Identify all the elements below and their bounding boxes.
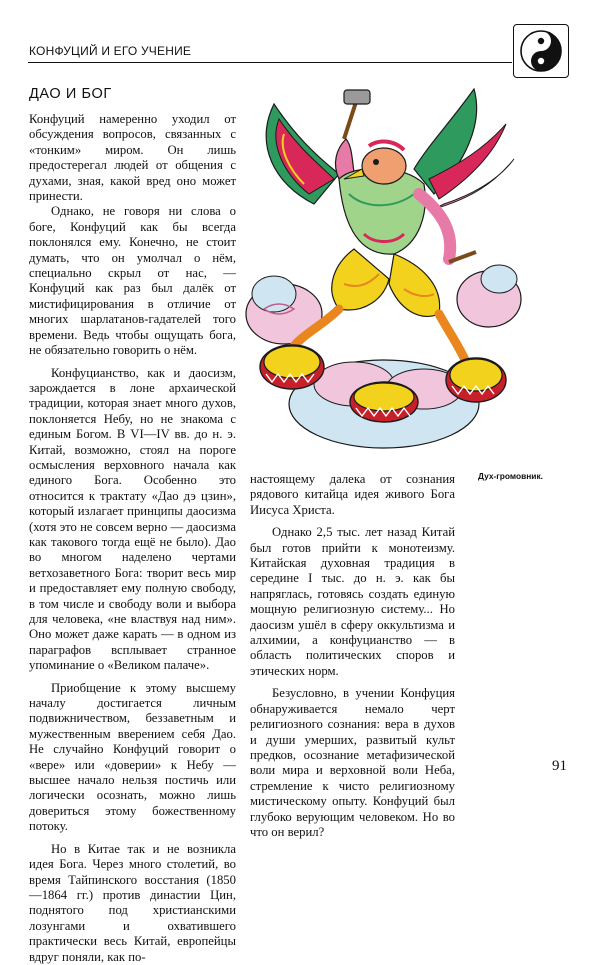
page-number: 91 [552,758,567,774]
paragraph: Конфуцианство, как и даосизм, зарождается в лоне архаической традиции, которая знает много духов, поклоняется Небу, но не знакома с единым Богом. В VI—IV вв. до н. э. Китай, возможно, стоял на пороге осмысления верховного начала как единого Бога. Особенно это относится к трактату «Дао дэ цзин», который излагает принципы даосизма (хотя это не совсем верно — даосизма как такового тогда ещё не было). Дао во многом наделено чертами ветхозаветного Бога: творит весь мир и предоставляет ему полную свободу, в том числе и свободу воли и выбора для человека, «не властвуя над ним». Оно может даже карать — в одном из параграфов всплывает странное упоминание о «Великом палаче». [29,365,236,673]
thunder-spirit-drawing [244,84,522,460]
paragraph: Безусловно, в учении Конфуция обнаруживается немало черт религиозного сознания: вера в духов и души умерших, развитый культ предков, осознание метафизической воли мира и верховной воли Неба, стремление к чисто религиозному мистическому опыту. Конфуций был глубоко верующим человеком. Но во что он верил? [250,686,455,839]
drum-right [446,358,506,402]
text-column-right [250,472,455,840]
hammer-icon [344,90,370,139]
paragraph: Приобщение к этому высшему началу достигается личным подвижничеством, беззаветным и мужественным вверением себя Дао. Не случайно Конфуций говорит о «вере» или «доверии» к Небу — высшее начало нельзя постичь или логически осознать, можно лишь довериться этому божественному потоку. [29,680,236,834]
text-column-left [29,112,236,965]
thunder-spirit-illustration [244,84,522,460]
figure-trousers [332,249,440,316]
paragraph: Однако 2,5 тыс. лет назад Китай был готов прийти к монотеизму. Китайская духовная традиция в середине I тыс. до н. э. как бы напряглась, готовясь создать единую мощную религиозную систему... Но даосизм ушёл в сферу оккультизма и алхимии, а конфуцианство — в область политических споров и этических норм. [250,525,455,678]
drum-center [350,382,418,422]
cloud-right [457,265,521,327]
paragraph: настоящему далека от сознания рядового китайца идея живого Бога Иисуса Христа. [250,472,455,517]
yin-yang-icon [519,29,563,73]
figure-caption: Дух-громовник. [478,471,543,481]
paragraph: Но в Китае так и не возникла идея Бога. Через много столетий, во время Тайпинского восстания (1850—1864 гг.) против династии Цин, поднятого под христианскими лозунгами и охватившего практически весь Китай, европейцы вдруг поняли, как по- [29,841,236,964]
chapter-emblem [513,24,569,78]
wing-left [266,104,339,204]
paragraph: Конфуций намеренно уходил от обсуждения вопросов, связанных с «тонким» миром. Он лишь предостерегал людей от общения с духами, зная, какой вред оно может принести. [29,112,236,204]
section-title: ДАО И БОГ [29,86,112,102]
paragraph: Однако, не говоря ни слова о боге, Конфуций как бы всегда поклонялся ему. Конечно, не стоит думать, что он умолчал о нём, специально скрыл от нас, — Конфуций как раз был далёк от мистифицирования в отличие от многих шарлатанов-гадателей того времени. Ведь чтобы ощущать бога, не обязательно говорить о нём. [29,204,236,358]
header-rule [28,62,512,63]
drum-left [260,345,324,389]
wing-right [414,89,514,209]
running-title: КОНФУЦИЙ И ЕГО УЧЕНИЕ [29,44,192,58]
